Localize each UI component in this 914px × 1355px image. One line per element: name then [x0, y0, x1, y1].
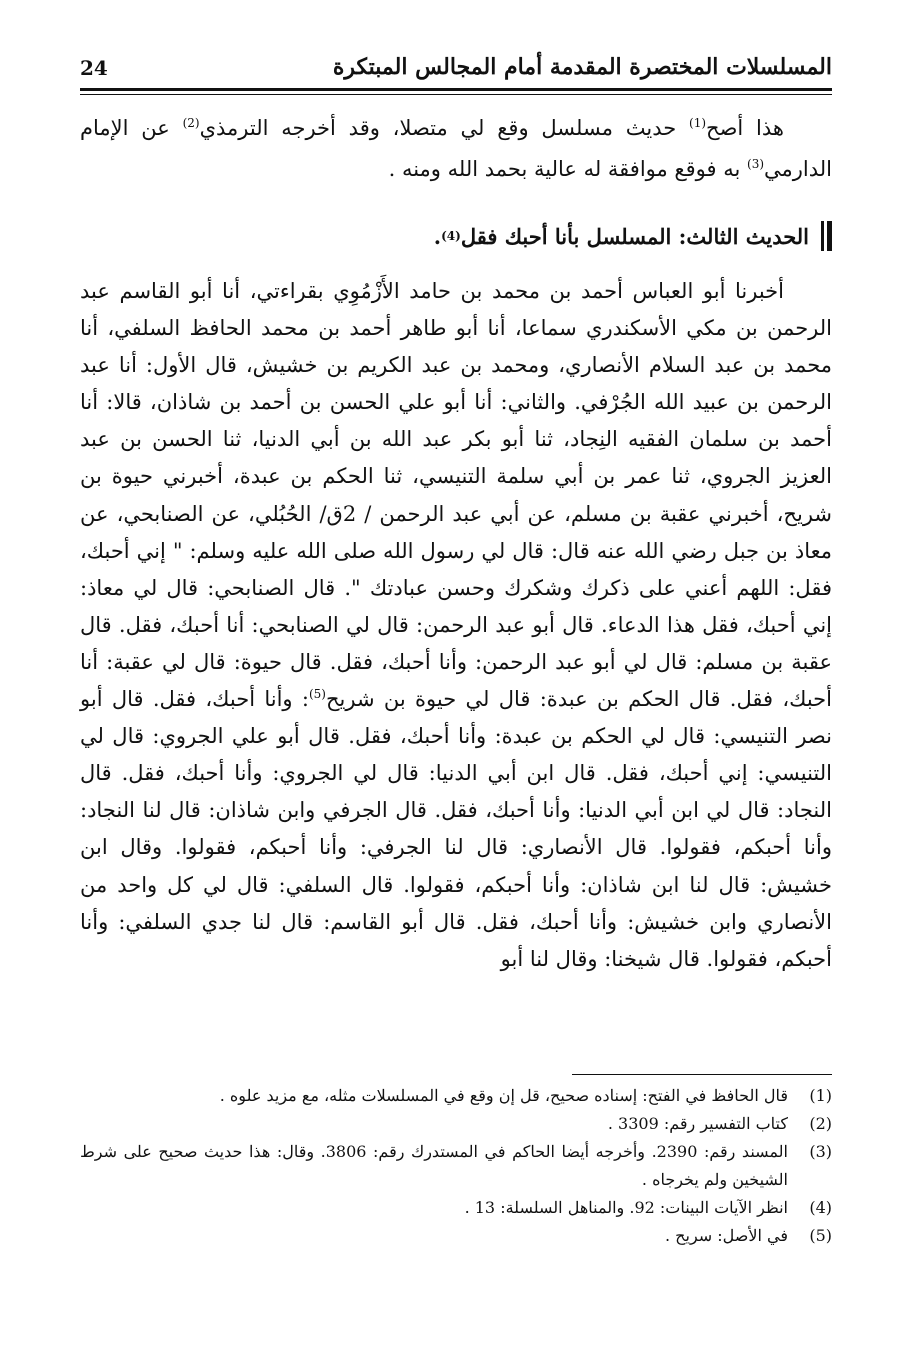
footnote-number: (1) [809, 1086, 832, 1105]
page-header [80, 50, 832, 90]
intro-text-4: به فوقع موافقة له عالية بحمد الله ومنه . [388, 157, 747, 181]
body-text-2: : وأنا أحبك، فقل. قال أبو نصر التنيسي: قال لي الحكم بن عبدة: وأنا أحبك، فقل. قال أبو علي الجروي: قال لي التنيسي: إني أحبك، فقل. قال ابن أبي الدنيا: قال لي الجروي: وأنا أحبك، فقل. قال النجاد: قال لي ابن أبي الدنيا: وأنا أحبك، فقل. قال الجرفي وابن شاذان: قال لنا النجاد: وأنا أحبكم، فقولوا. قال الأنصاري: قال لنا الجرفي: وأنا أحبكم، فقولوا. وقال ابن خشيش: قال لنا ابن شاذان: وأنا أحبكم، فقولوا. قال السلفي: قال لي كل واحد من الأنصاري وابن خشيش: وأنا أحبك، فقل. قال أبو القاسم: قال لنا جدي السلفي: وأنا أحبكم، فقولوا. قال شيخنا: وقال لنا أبو [80, 687, 832, 971]
footnote-number: (3) [809, 1142, 832, 1161]
body-text-1: أخبرنا أبو العباس أحمد بن محمد بن حامد الأَزْمُوِي بقراءتي، أنا أبو القاسم عبد الرحمن بن مكي الأسكندري سماعا، أنا أبو طاهر أحمد بن محمد الحافظ السلفي، أنا محمد بن عبد السلام الأنصاري، ومحمد بن عبد الكريم بن خشيش، قال الأول: أنا عبد الرحمن بن عبيد الله الجُرْفي. والثاني: أنا أبو علي الحسن بن أحمد بن شاذان، قالا: أنا أحمد بن سلمان الفقيه النِجاد، ثنا أبو بكر عبد الله بن أبي الدنيا، ثنا الحسن بن عبد العزيز الجروي، ثنا عمر بن أبي سلمة التنيسي، ثنا الحكم بن عبدة، أخبرني حيوة بن شريح، أخبرني عقبة بن مسلم، عن أبي عبد الرحمن / 2ق/ الحُبُلي، عن الصنابحي، عن معاذ بن جبل رضي الله عنه قال: قال لي رسول الله صلى الله عليه وسلم: " إني أحبك، فقل: اللهم أعني على ذكرك وشكرك وحسن عبادتك ". قال الصنابحي: قال لي معاذ: إني أحبك، فقل هذا الدعاء. قال أبو عبد الرحمن: قال لي الصنابحي: أنا أحبك، فقل. قال عقبة بن مسلم: قال لي أبو عبد الرحمن: وأنا أحبك، فقل. قال حيوة: قال لي عقبة: أنا أحبك، فقل. قال الحكم بن عبدة: قال لي حيوة بن شريح [80, 279, 833, 712]
footnote-item [80, 1138, 832, 1194]
footnote-ref-2[interactable]: (2) [182, 116, 200, 130]
intro-text-2: حديث مسلسل وقع لي متصلا، وقد أخرجه الترمذي [199, 116, 690, 140]
hadith-body [80, 273, 832, 978]
footnote-item [80, 1194, 832, 1222]
footnote-text: قال الحافظ في الفتح: إسناده صحيح، قل إن وقع في المسلسلات مثله، مع مزيد علوه . [219, 1086, 788, 1105]
footnote-text: انظر الآيات البينات: 92. والمناهل السلسلة: 13 . [464, 1198, 788, 1217]
section-heading: الحديث الثالث: المسلسل بأنا أحبك فقل (4) . [80, 216, 832, 256]
footnote-text: في الأصل: سريح . [664, 1226, 788, 1245]
intro-text-3: عن الإمام الدارمي [80, 116, 832, 181]
footnote-number: (2) [809, 1114, 832, 1133]
footnote-item [80, 1222, 832, 1250]
footnote-text: المسند رقم: 2390. وأخرجه أيضا الحاكم في المستدرك رقم: 3806. وقال: هذا حديث صحيح على شرط الشيخين ولم يخرجاه . [80, 1142, 788, 1189]
footnote-ref-1[interactable]: (1) [689, 116, 707, 130]
footnote-ref-5[interactable]: (5) [308, 687, 326, 702]
footnote-separator [572, 1074, 832, 1075]
page-number: 24 [80, 56, 108, 80]
footnotes [80, 1082, 832, 1250]
section-heading-text: الحديث الثالث: المسلسل بأنا أحبك فقل [460, 223, 809, 249]
intro-text-1: هذا أصح [706, 116, 784, 140]
footnote-number: (5) [809, 1226, 832, 1245]
footnote-number: (4) [809, 1198, 832, 1217]
header-rule-thick [80, 88, 832, 91]
footnote-text: كتاب التفسير رقم: 3309 . [607, 1114, 788, 1133]
intro-paragraph [80, 108, 832, 190]
footnote-ref-3[interactable]: (3) [747, 157, 765, 171]
header-rule-thin [80, 94, 832, 95]
running-title: المسلسلات المختصرة المقدمة أمام المجالس المبتكرة [332, 54, 832, 80]
footnote-item [80, 1110, 832, 1138]
footnote-item [80, 1082, 832, 1110]
heading-bars-icon [821, 221, 832, 251]
section-heading-suffix: . [433, 223, 442, 249]
